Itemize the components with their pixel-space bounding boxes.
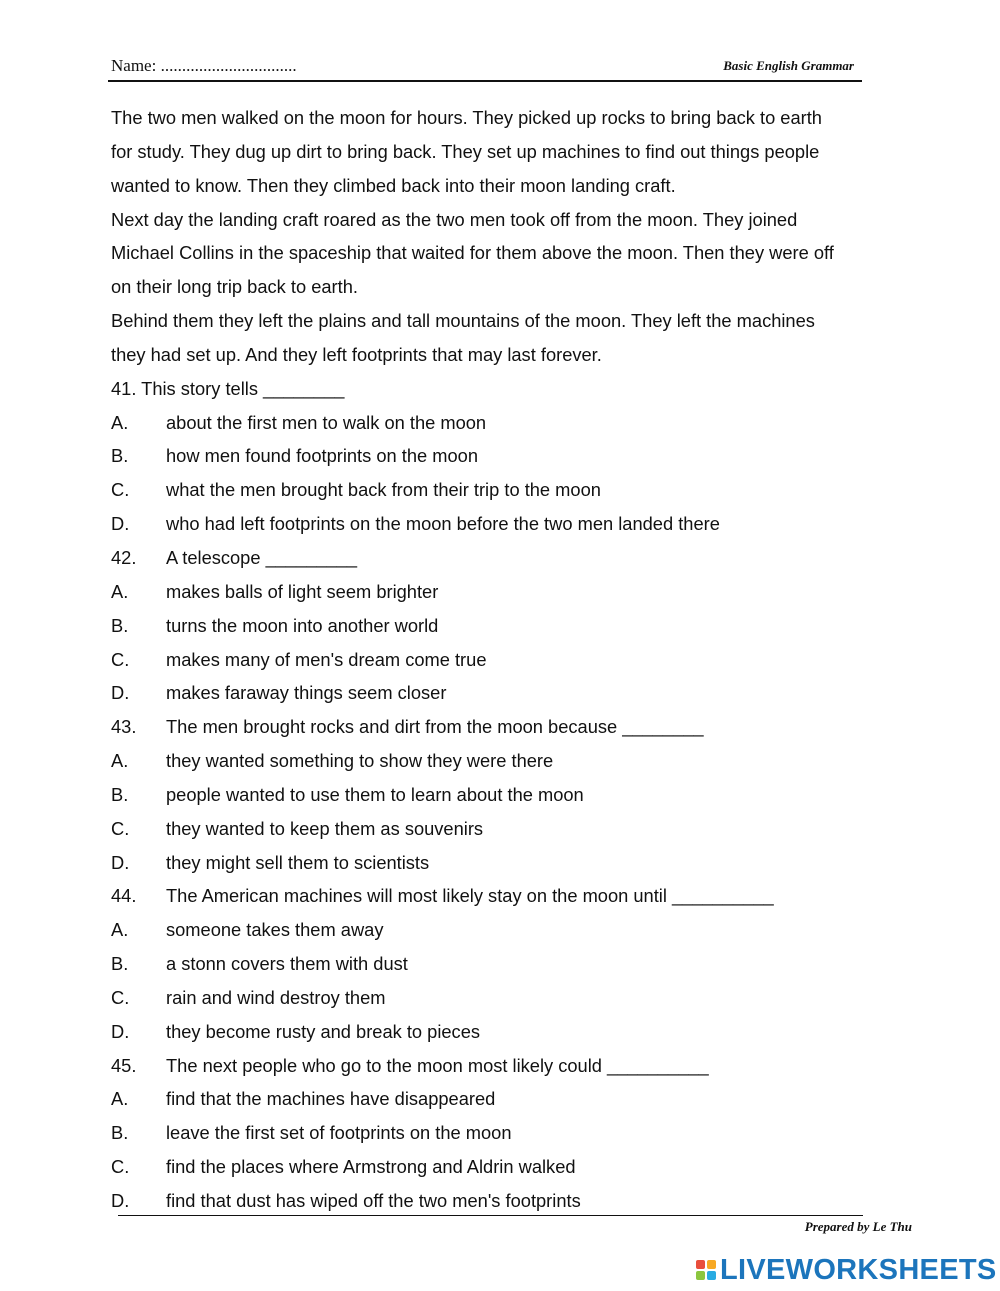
option-text: they wanted something to show they were there <box>166 750 554 772</box>
logo-block <box>696 1260 705 1269</box>
option-label: C. <box>111 986 130 1008</box>
question-text: The American machines will most likely stay on the moon until __________ <box>166 885 774 907</box>
question-stem: 41. This story tells ________ <box>111 377 345 399</box>
question-number: 42. <box>111 546 137 568</box>
passage-line: on their long trip back to earth. <box>111 276 358 298</box>
answer-option[interactable] <box>111 575 911 609</box>
header-title: Basic English Grammar <box>723 58 854 73</box>
answer-option[interactable] <box>111 1116 911 1150</box>
answer-option[interactable] <box>111 406 911 440</box>
option-label: C. <box>111 817 130 839</box>
option-label: B. <box>111 783 129 805</box>
answer-option[interactable] <box>111 1015 911 1049</box>
question-41 <box>111 372 911 541</box>
answer-option[interactable] <box>111 947 911 981</box>
question-number: 43. <box>111 716 137 738</box>
question-44 <box>111 879 911 1048</box>
option-text: what the men brought back from their trip to the moon <box>166 479 601 501</box>
passage-line: for study. They dug up dirt to bring back. They set up machines to find out things people <box>111 140 820 162</box>
prepared-by: Prepared by Le Thu <box>804 1219 912 1234</box>
answer-option[interactable] <box>111 643 911 677</box>
option-label: A. <box>111 1088 129 1110</box>
answer-option[interactable] <box>111 439 911 473</box>
passage-line: Behind them they left the plains and tall mountains of the moon. They left the machines <box>111 310 815 332</box>
option-label: A. <box>111 919 129 941</box>
question-stem <box>111 1049 911 1083</box>
passage-line: The two men walked on the moon for hours. They picked up rocks to bring back to earth <box>111 107 822 128</box>
option-text: leave the first set of footprints on the moon <box>166 1122 512 1144</box>
reading-passage <box>111 101 911 372</box>
question-42 <box>111 541 911 710</box>
option-text: find that the machines have disappeared <box>166 1088 496 1110</box>
answer-option[interactable] <box>111 473 911 507</box>
question-43 <box>111 710 911 879</box>
logo-block <box>707 1271 716 1280</box>
option-label: B. <box>111 445 129 467</box>
option-text: makes balls of light seem brighter <box>166 580 439 602</box>
liveworksheets-logo[interactable] <box>696 1253 997 1287</box>
option-text: they become rusty and break to pieces <box>166 1020 481 1042</box>
passage-line: they had set up. And they left footprints that may last forever. <box>111 343 602 365</box>
option-label: D. <box>111 1190 130 1211</box>
option-label: C. <box>111 648 130 670</box>
option-label: B. <box>111 1122 129 1144</box>
page-header <box>108 54 862 82</box>
answer-option[interactable] <box>111 846 911 880</box>
option-label: B. <box>111 953 129 975</box>
question-number: 44. <box>111 885 137 907</box>
answer-option[interactable] <box>111 778 911 812</box>
name-field-label: Name: ................................ <box>111 56 297 75</box>
option-label: C. <box>111 1156 130 1178</box>
worksheet-content <box>111 101 911 1218</box>
option-text: turns the moon into another world <box>166 614 439 636</box>
option-text: who had left footprints on the moon before the two men landed there <box>166 513 720 535</box>
option-label: B. <box>111 614 129 636</box>
question-text: The next people who go to the moon most likely could __________ <box>166 1054 709 1076</box>
option-label: D. <box>111 1020 130 1042</box>
liveworksheets-logo-icon <box>696 1260 716 1280</box>
option-text: how men found footprints on the moon <box>166 445 478 467</box>
answer-option[interactable] <box>111 609 911 643</box>
answer-option[interactable] <box>111 676 911 710</box>
passage-line: wanted to know. Then they climbed back into their moon landing craft. <box>111 174 676 196</box>
option-text: makes many of men's dream come true <box>166 648 487 670</box>
answer-option[interactable] <box>111 981 911 1015</box>
answer-option[interactable] <box>111 913 911 947</box>
question-text: A telescope _________ <box>166 546 358 568</box>
header-divider <box>108 80 862 82</box>
option-text: a stonn covers them with dust <box>166 953 408 975</box>
question-stem <box>111 710 911 744</box>
option-text: they might sell them to scientists <box>166 851 430 873</box>
question-45 <box>111 1049 911 1218</box>
option-text: people wanted to use them to learn about the moon <box>166 783 584 805</box>
answer-option[interactable] <box>111 1150 911 1184</box>
option-label: D. <box>111 851 130 873</box>
option-text: makes faraway things seem closer <box>166 682 447 704</box>
option-label: A. <box>111 750 129 772</box>
option-text: they wanted to keep them as souvenirs <box>166 817 484 839</box>
option-text: someone takes them away <box>166 919 384 941</box>
option-label: D. <box>111 682 130 704</box>
answer-option[interactable] <box>111 812 911 846</box>
question-text: The men brought rocks and dirt from the moon because ________ <box>166 716 704 738</box>
option-label: A. <box>111 580 129 602</box>
option-text: find the places where Armstrong and Aldrin walked <box>166 1156 576 1178</box>
answer-option[interactable] <box>111 1184 911 1218</box>
question-stem <box>111 879 911 913</box>
logo-block <box>696 1271 705 1280</box>
answer-option[interactable] <box>111 507 911 541</box>
passage-line: Michael Collins in the spaceship that waited for them above the moon. Then they were off <box>111 242 834 264</box>
option-text: find that dust has wiped off the two men's footprints <box>166 1190 581 1211</box>
answer-option[interactable] <box>111 744 911 778</box>
passage-line: Next day the landing craft roared as the two men took off from the moon. They joined <box>111 208 798 230</box>
option-label: A. <box>111 411 129 433</box>
footer-divider <box>118 1215 863 1216</box>
option-text: about the first men to walk on the moon <box>166 411 487 433</box>
question-number: 45. <box>111 1054 137 1076</box>
logo-block <box>707 1260 716 1269</box>
liveworksheets-wordmark: LIVEWORKSHEETS <box>720 1253 997 1286</box>
answer-option[interactable] <box>111 1082 911 1116</box>
option-label: D. <box>111 513 130 535</box>
question-stem <box>111 541 911 575</box>
option-label: C. <box>111 479 130 501</box>
option-text: rain and wind destroy them <box>166 986 386 1008</box>
